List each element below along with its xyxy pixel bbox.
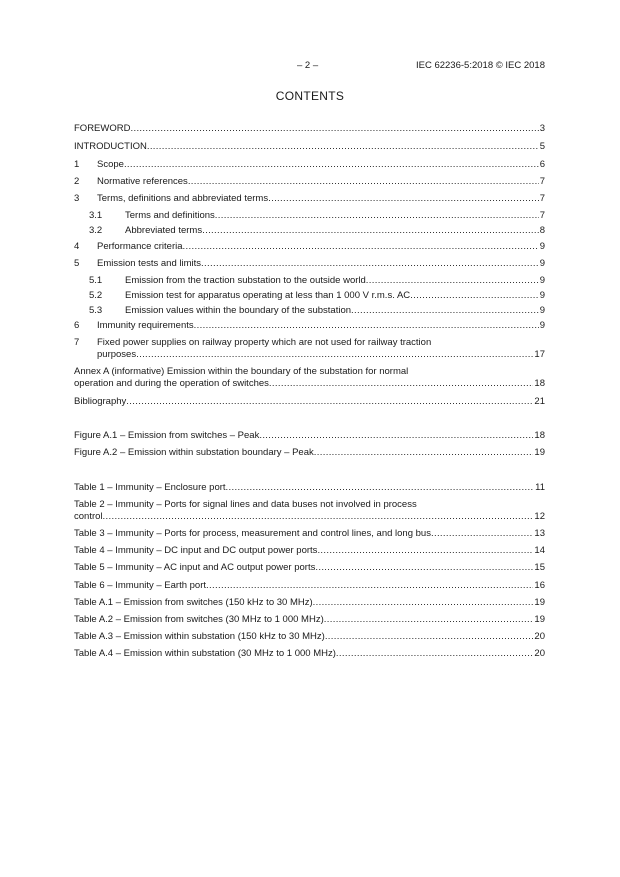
toc-entry-scope[interactable]: 1 Scope ..... 6: [74, 159, 545, 171]
toc-entry-introduction[interactable]: INTRODUCTION ..... 5: [74, 141, 545, 153]
toc-entry-bibliography[interactable]: Bibliography ..... 21: [74, 396, 545, 408]
toc-table-a2[interactable]: Table A.2 – Emission from switches (30 MHz to 1 000 MHz) ..... 19: [74, 614, 545, 626]
toc-entry-emission-values-boundary[interactable]: 5.3 Emission values within the boundary of the substation ..... 9: [74, 305, 545, 317]
toc-figure-a1[interactable]: Figure A.1 – Emission from switches – Peak ..... 18: [74, 430, 545, 442]
toc-entry-foreword[interactable]: FOREWORD ..... 3: [74, 123, 545, 135]
toc-table-6[interactable]: Table 6 – Immunity – Earth port ..... 16: [74, 580, 545, 592]
toc-table-a4[interactable]: Table A.4 – Emission within substation (30 MHz to 1 000 MHz) ..... 20: [74, 648, 545, 660]
toc-entry-performance-criteria[interactable]: 4 Performance criteria ..... 9: [74, 241, 545, 253]
toc-entry-emission-tests[interactable]: 5 Emission tests and limits ..... 9: [74, 258, 545, 270]
toc-table-2[interactable]: Table 2 – Immunity – Ports for signal lines and data buses not involved in process control ..... 12: [74, 499, 545, 525]
toc-entry-terms-definitions[interactable]: 3.1 Terms and definitions ..... 7: [74, 210, 545, 222]
toc-entry-fixed-power-supplies[interactable]: 7 Fixed power supplies on railway property which are not used for railway traction purposes ..... 17: [74, 337, 545, 363]
page-number: – 2 –: [297, 60, 319, 71]
toc-entry-terms[interactable]: 3 Terms, definitions and abbreviated terms ..... 7: [74, 193, 545, 205]
toc-entry-abbreviated-terms[interactable]: 3.2 Abbreviated terms ..... 8: [74, 225, 545, 237]
toc-entry-emission-outside-world[interactable]: 5.1 Emission from the traction substation to the outside world ..... 9: [74, 275, 545, 287]
toc-table-a3[interactable]: Table A.3 – Emission within substation (150 kHz to 30 MHz) ..... 20: [74, 631, 545, 643]
toc-entry-normative-references[interactable]: 2 Normative references ..... 7: [74, 176, 545, 188]
toc-entry-annex-a[interactable]: Annex A (informative) Emission within the boundary of the substation for normal operation and during the operation of switches ..... 18: [74, 366, 545, 392]
toc-entry-emission-test-apparatus[interactable]: 5.2 Emission test for apparatus operating at less than 1 000 V r.m.s. AC ..... 9: [74, 290, 545, 302]
toc-entry-immunity-requirements[interactable]: 6 Immunity requirements ..... 9: [74, 320, 545, 332]
toc-table-5[interactable]: Table 5 – Immunity – AC input and AC output power ports ..... 15: [74, 562, 545, 574]
toc-table-3[interactable]: Table 3 – Immunity – Ports for process, measurement and control lines, and long bus ..... 13: [74, 528, 545, 540]
toc-table-1[interactable]: Table 1 – Immunity – Enclosure port ..... 11: [74, 482, 545, 494]
toc-table-a1[interactable]: Table A.1 – Emission from switches (150 kHz to 30 MHz) ..... 19: [74, 597, 545, 609]
toc-figure-a2[interactable]: Figure A.2 – Emission within substation boundary – Peak ..... 19: [74, 447, 545, 459]
page-title: CONTENTS: [275, 89, 345, 103]
toc-table-4[interactable]: Table 4 – Immunity – DC input and DC output power ports ..... 14: [74, 545, 545, 557]
standard-reference: IEC 62236-5:2018 © IEC 2018: [415, 60, 545, 71]
